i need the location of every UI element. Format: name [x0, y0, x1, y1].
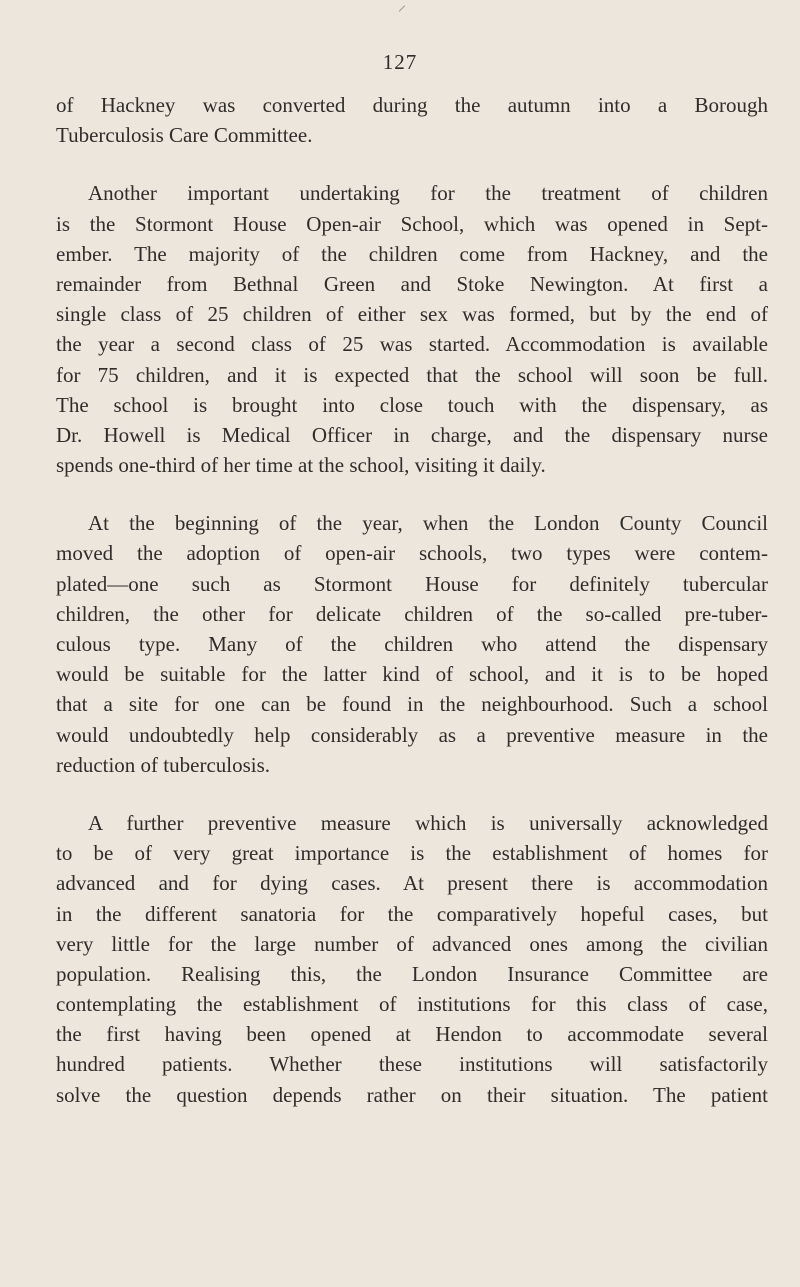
text-line: At the beginning of the year, when the London County Council [88, 511, 768, 536]
text-line: of Hackney was converted during the autumn into a Borough [56, 93, 768, 117]
text-line: Another important undertaking for the treatment of children [88, 181, 768, 206]
text-line: population. Realising this, the London Insurance Committee are [56, 961, 768, 986]
text-line: in the different sanatoria for the comparatively hopeful cases, but [56, 901, 768, 926]
text-line: that a site for one can be found in the neighbourhood. Such a school [56, 692, 768, 717]
paragraph-4 [56, 808, 768, 1110]
text-line: ember. The majority of the children come from Hackney, and the [56, 241, 768, 266]
text-line: Tuberculosis Care Committee. [56, 123, 313, 148]
paragraph-1 [56, 90, 768, 150]
text-line: The school is brought into close touch with the dispensary, as [56, 392, 768, 417]
text-line: would undoubtedly help considerably as a preventive measure in the [56, 722, 768, 747]
text-line: remainder from Bethnal Green and Stoke Newington. At first a [56, 271, 768, 296]
text-line: A further preventive measure which is universally acknowledged [88, 810, 768, 835]
text-line: Dr. Howell is Medical Officer in charge, and the dispensary nurse [56, 422, 768, 447]
text-line: is the Stormont House Open-air School, which was opened in Sept- [56, 211, 768, 236]
text-line: contemplating the establishment of institutions for this class of case, [56, 992, 768, 1017]
text-line: the first having been opened at Hendon to accommodate several [56, 1022, 768, 1047]
pencil-tick-mark [399, 5, 405, 11]
body-text [56, 90, 768, 1110]
text-line: very little for the large number of advanced ones among the civilian [56, 931, 768, 956]
text-line: plated—one such as Stormont House for definitely tubercular [56, 571, 768, 596]
text-line: moved the adoption of open-air schools, two types were contem- [56, 541, 768, 566]
page-number: 127 [382, 50, 418, 74]
text-line: to be of very great importance is the establishment of homes for [56, 841, 768, 866]
text-line: children, the other for delicate children of the so-called pre-tuber- [56, 601, 768, 626]
text-line: for 75 children, and it is expected that the school will soon be full. [56, 362, 768, 387]
paragraph-2 [56, 178, 768, 480]
text-line: solve the question depends rather on their situation. The patient [56, 1082, 768, 1107]
text-line: single class of 25 children of either sex was formed, but by the end of [56, 302, 768, 327]
text-line: hundred patients. Whether these institutions will satisfactorily [56, 1052, 768, 1077]
text-line: reduction of tuberculosis. [56, 752, 271, 777]
paragraph-3 [56, 508, 768, 780]
text-line: spends one-third of her time at the school, visiting it daily. [56, 453, 546, 478]
text-line: would be suitable for the latter kind of school, and it is to be hoped [56, 662, 768, 687]
text-line: advanced and for dying cases. At present there is accommodation [56, 871, 768, 896]
text-line: culous type. Many of the children who attend the dispensary [56, 632, 768, 656]
text-line: the year a second class of 25 was started. Accommodation is available [56, 332, 768, 357]
